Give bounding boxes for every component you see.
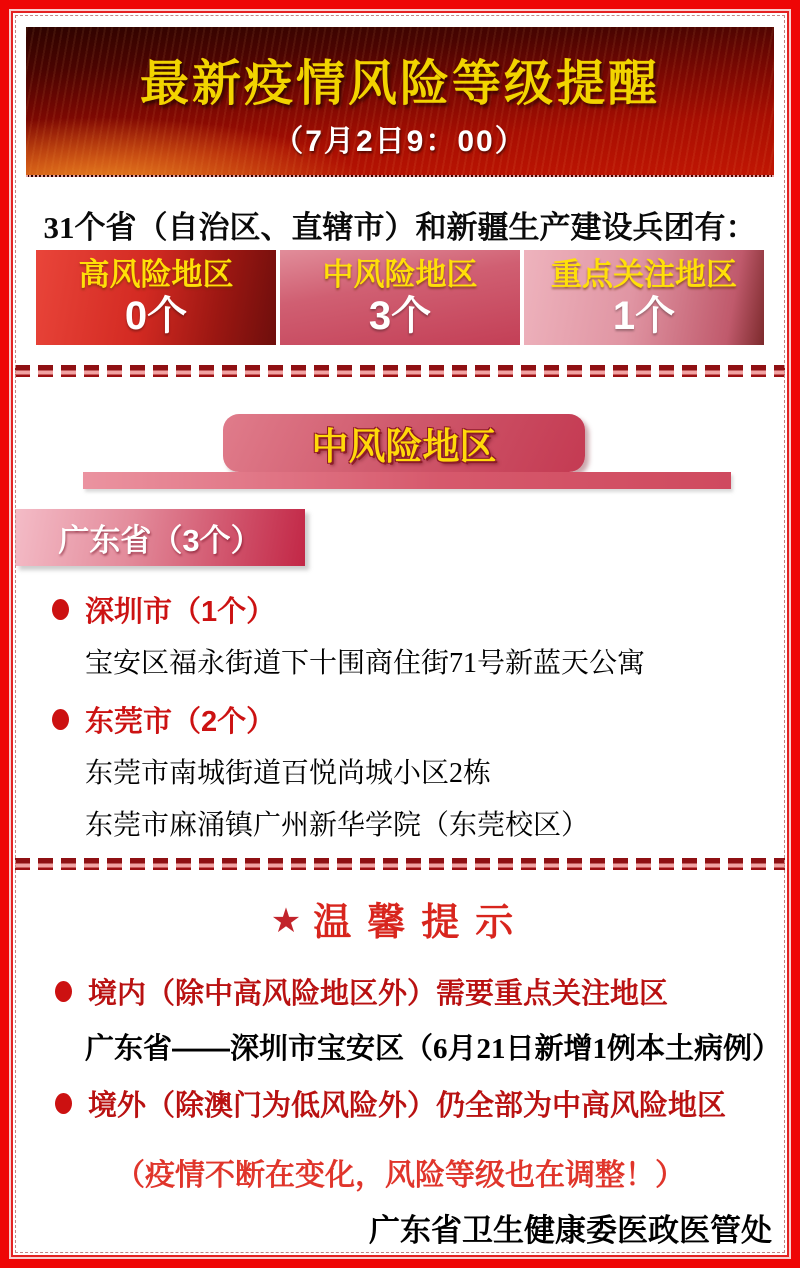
high-risk-label: 高风险地区: [78, 257, 234, 293]
key-watch-count: 1个: [612, 293, 676, 338]
city-label: 东莞市（2个）: [85, 706, 276, 738]
address-line: 宝安区福永街道下十围商住街71号新蓝天公寓: [85, 648, 646, 679]
tip-sub-line: [85, 1026, 781, 1067]
header-datetime: （7月2日9：00）: [273, 125, 527, 158]
mid-risk-count: 3个: [368, 293, 432, 338]
tip-sub-province: 广东省——: [85, 1033, 231, 1065]
mid-risk-banner-underbar: [83, 472, 731, 489]
intro-heading: 31个省（自治区、直辖市）和新疆生产建设兵团有：: [43, 210, 757, 245]
list-item-city-shenzhen: [52, 589, 275, 630]
summary-box-high-risk: [36, 250, 276, 345]
list-item-tip-overseas: [55, 1083, 726, 1124]
dashed-divider-bottom: [15, 858, 785, 870]
address-line: 东莞市南城街道百悦尚城小区2栋: [85, 758, 492, 789]
key-watch-label: 重点关注地区: [551, 257, 737, 293]
city-label: 深圳市（1个）: [85, 596, 276, 628]
tips-title-row: [0, 891, 800, 946]
dashed-divider-top: [15, 365, 785, 377]
address-line: 东莞市麻涌镇广州新华学院（东莞校区）: [85, 810, 590, 841]
issuer-signature: 广东省卫生健康委医政医管处: [369, 1213, 772, 1248]
summary-box-key-watch: [524, 250, 764, 345]
bullet-icon: [55, 1093, 72, 1114]
change-note: （疫情不断在变化，风险等级也在调整！）: [115, 1159, 685, 1192]
summary-box-mid-risk: [280, 250, 520, 345]
page-border-line: [11, 11, 789, 1257]
tip-text: 境内（除中高风险地区外）需要重点关注地区: [88, 978, 669, 1010]
risk-summary-row: [36, 250, 764, 345]
bullet-icon: [55, 981, 72, 1002]
page-title: 最新疫情风险等级提醒: [139, 57, 660, 111]
province-bar: [15, 509, 305, 566]
bullet-icon: [52, 599, 69, 620]
mid-risk-label: 中风险地区: [322, 257, 478, 293]
province-label: 广东省（3个）: [58, 523, 262, 558]
bullet-icon: [52, 709, 69, 730]
mid-risk-banner-label: 中风险地区: [311, 426, 497, 467]
tips-title: 温馨提示: [313, 902, 530, 944]
tip-text: 境外（除澳门为低风险外）仍全部为中高风险地区: [88, 1090, 727, 1122]
header-banner: [26, 27, 774, 177]
high-risk-count: 0个: [124, 293, 188, 338]
page-border-dotted: [15, 15, 785, 1253]
tip-sub-detail: 深圳市宝安区（6月21日新增1例本土病例）: [230, 1033, 782, 1065]
list-item-city-dongguan: [52, 699, 275, 740]
mid-risk-banner: [223, 414, 585, 472]
star-icon: ★: [270, 902, 302, 940]
list-item-tip-domestic: [55, 971, 668, 1012]
page-border-accent: [9, 9, 791, 1259]
